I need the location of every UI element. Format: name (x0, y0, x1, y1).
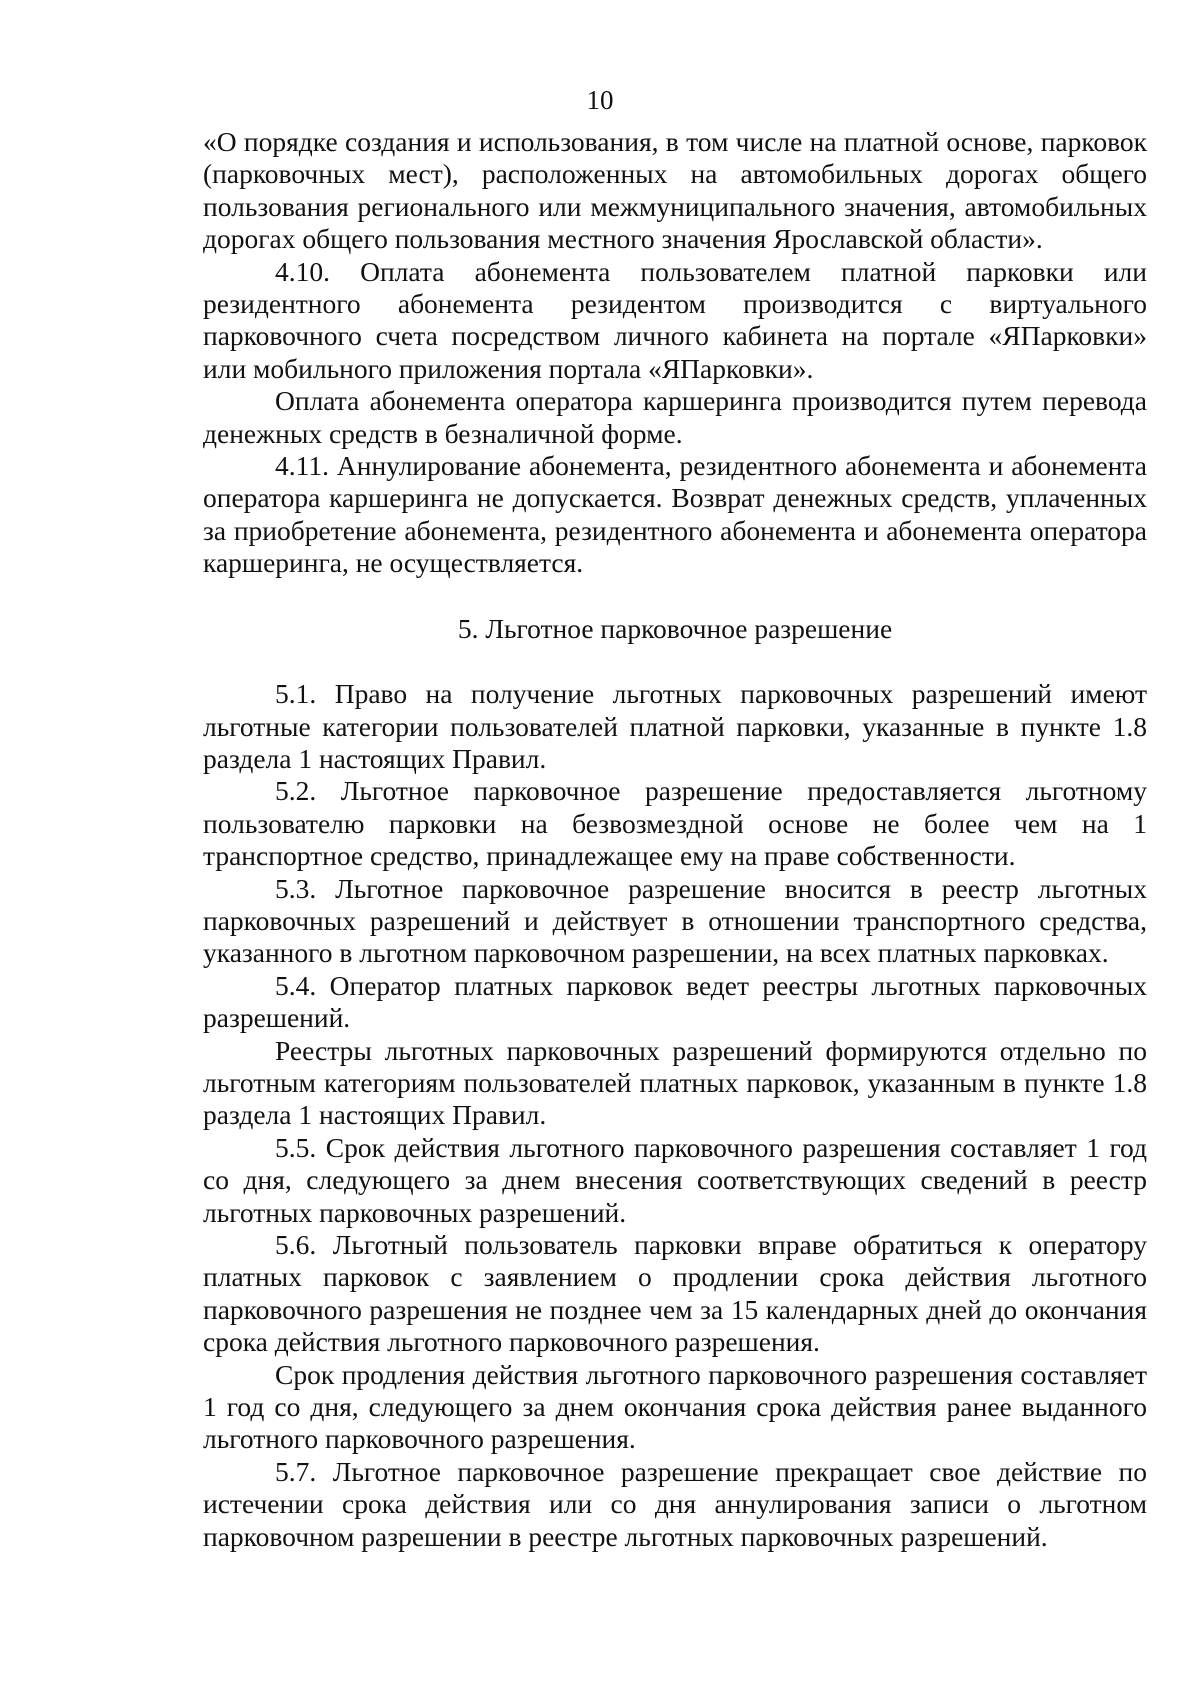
paragraph-5-7: 5.7. Льготное парковочное разрешение прекращает свое действие по истечении срока действия или со дня аннулирования записи о льготном парковочном разрешении в реестре льготных парковочных разрешений. (203, 1455, 1147, 1552)
paragraph-4-11: 4.11. Аннулирование абонемента, резидентного абонемента и абонемента оператора каршеринга не допускается. Возврат денежных средств, уплаченных за приобретение абонемента, резидентного абонемента и абонемента оператора каршеринга, не осуществляется. (203, 450, 1147, 579)
paragraph-4-10-payment: Оплата абонемента оператора каршеринга производится путем перевода денежных средств в безналичной форме. (203, 385, 1147, 449)
paragraph-5-3: 5.3. Льготное парковочное разрешение вносится в реестр льготных парковочных разрешений и действует в отношении транспортного средства, указанного в льготном парковочном разрешении, на всех платных парковках. (203, 872, 1147, 969)
paragraph-5-5: 5.5. Срок действия льготного парковочного разрешения составляет 1 год со дня, следующего за днем внесения соответствующих сведений в реестр льготных парковочных разрешений. (203, 1131, 1147, 1228)
paragraph-4-10: 4.10. Оплата абонемента пользователем платной парковки или резидентного абонемента резидентом производится с виртуального парковочного счета посредством личного кабинета на портале «ЯПарковки» или мобильного приложения портала «ЯПарковки». (203, 255, 1147, 384)
paragraph-5-6-extension: Срок продления действия льготного парковочного разрешения составляет 1 год со дня, следующего за днем окончания срока действия ранее выданного льготного парковочного разрешения. (203, 1358, 1147, 1455)
paragraph-5-4: 5.4. Оператор платных парковок ведет реестры льготных парковочных разрешений. (203, 969, 1147, 1034)
document-body (203, 126, 1147, 1553)
paragraph-5-6: 5.6. Льготный пользователь парковки вправе обратиться к оператору платных парковок с заявлением о продлении срока действия льготного парковочного разрешения не позднее чем за 15 календарных дней до окончания срока действия льготного парковочного разрешения. (203, 1229, 1147, 1358)
section-heading: 5. Льготное парковочное разрешение (457, 612, 893, 644)
paragraph-5-4-registers: Реестры льготных парковочных разрешений формируются отдельно по льготным категориям пользователей платных парковок, указанным в пункте 1.8 раздела 1 настоящих Правил. (203, 1034, 1147, 1131)
paragraph-5-1: 5.1. Право на получение льготных парковочных разрешений имеют льготные категории пользователей платной парковки, указанные в пункте 1.8 раздела 1 настоящих Правил. (203, 678, 1147, 774)
page-number: 10 (586, 85, 614, 115)
paragraph-continuation: «О порядке создания и использования, в том числе на платной основе, парковок (парковочных мест), расположенных на автомобильных дорогах общего пользования регионального или межмуниципального значения, автомобильных дорогах общего пользования местного значения Ярославской области». (203, 126, 1147, 255)
paragraph-5-2: 5.2. Льготное парковочное разрешение предоставляется льготному пользователю парковки на безвозмездной основе не более чем на 1 транспортное средство, принадлежащее ему на праве собственности. (203, 775, 1147, 872)
